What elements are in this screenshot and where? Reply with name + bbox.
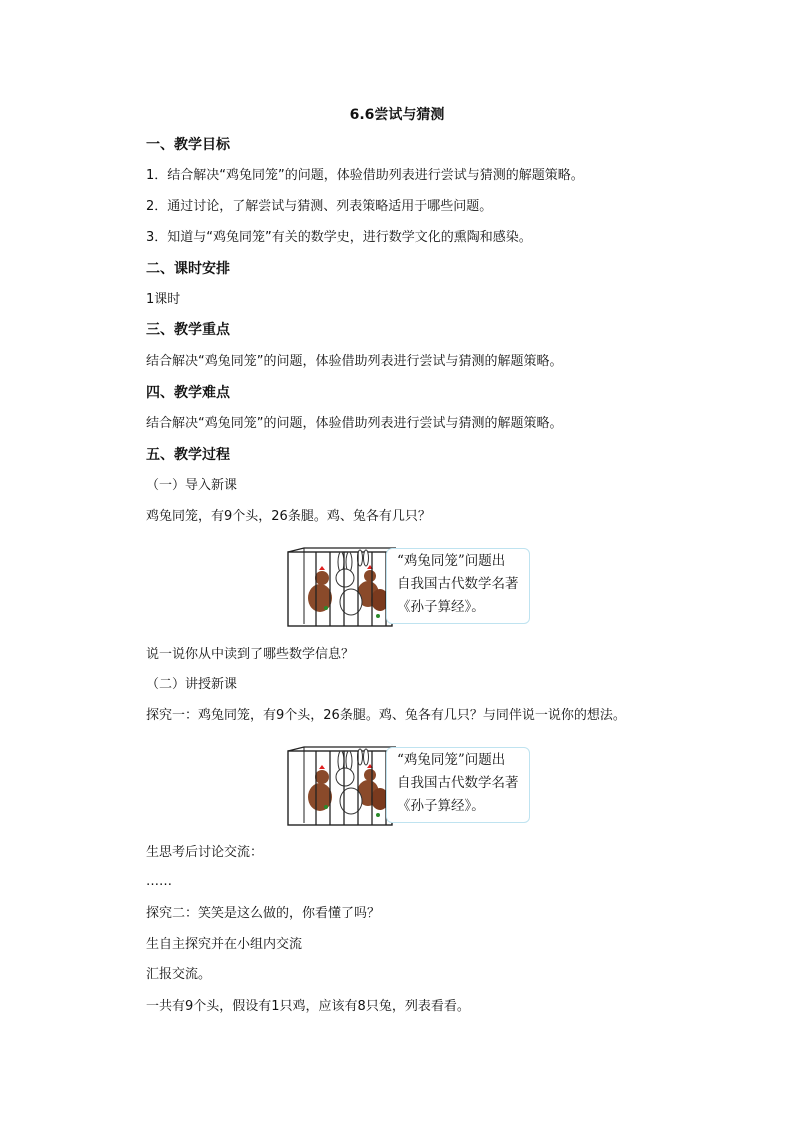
callout-line-2: 自我国古代数学名著: [397, 576, 519, 592]
problem-text: 鸡兔同笼，有9个头，26条腿。鸡、兔各有几只？: [146, 509, 431, 524]
self-explore-text: 生自主探究并在小组内交流: [146, 937, 303, 952]
callout-2-line-2: 自我国古代数学名著: [397, 775, 519, 791]
page-title: 6.6尝试与猜测: [349, 107, 445, 123]
goal-item-1: 1．结合解决“鸡兔同笼”的问题，体验借助列表进行尝试与猜测的解题策略。: [146, 168, 584, 183]
key-point-text: 结合解决“鸡兔同笼”的问题，体验借助列表进行尝试与猜测的解题策略。: [146, 354, 563, 369]
section-heading-process: 五、教学过程: [146, 447, 230, 463]
goal-item-3: 3．知道与“鸡兔同笼”有关的数学史，进行数学文化的熏陶和感染。: [146, 230, 532, 245]
speech-callout: [386, 548, 530, 624]
assume-text: 一共有9个头，假设有1只鸡，应该有8只兔，列表看看。: [146, 999, 470, 1014]
subheading-intro: （一）导入新课: [146, 478, 238, 493]
report-text: 汇报交流。: [146, 967, 212, 982]
callout-line-3: 《孙子算经》。: [397, 599, 485, 615]
section-heading-difficulty: 四、教学难点: [146, 385, 230, 401]
subheading-new-lesson: （二）讲授新课: [146, 677, 238, 692]
difficulty-text: 结合解决“鸡兔同笼”的问题，体验借助列表进行尝试与猜测的解题策略。: [146, 416, 563, 431]
ellipsis-text: ……: [146, 874, 172, 889]
hours-text: 1课时: [146, 292, 181, 307]
goal-item-2: 2．通过讨论，了解尝试与猜测、列表策略适用于哪些问题。: [146, 199, 493, 214]
section-heading-goals: 一、教学目标: [146, 137, 230, 153]
explore-one-text: 探究一：鸡兔同笼，有9个头，26条腿。鸡、兔各有几只？与同伴说一说你的想法。: [146, 708, 626, 723]
discuss-text: 生思考后讨论交流：: [146, 845, 264, 860]
callout-line-1: “鸡兔同笼”问题出: [397, 553, 506, 569]
callout-2-line-1: “鸡兔同笼”问题出: [397, 752, 506, 768]
chicken-rabbit-cage-figure: [286, 546, 532, 628]
speech-callout-2: [386, 747, 530, 823]
callout-2-line-3: 《孙子算经》。: [397, 798, 485, 814]
chicken-rabbit-cage-figure-2: [286, 745, 532, 827]
ask-text: 说一说你从中读到了哪些数学信息？: [146, 647, 355, 662]
section-heading-key-point: 三、教学重点: [146, 322, 230, 338]
section-heading-hours: 二、课时安排: [146, 261, 230, 277]
explore-two-text: 探究二：笑笑是这么做的，你看懂了吗？: [146, 906, 381, 921]
